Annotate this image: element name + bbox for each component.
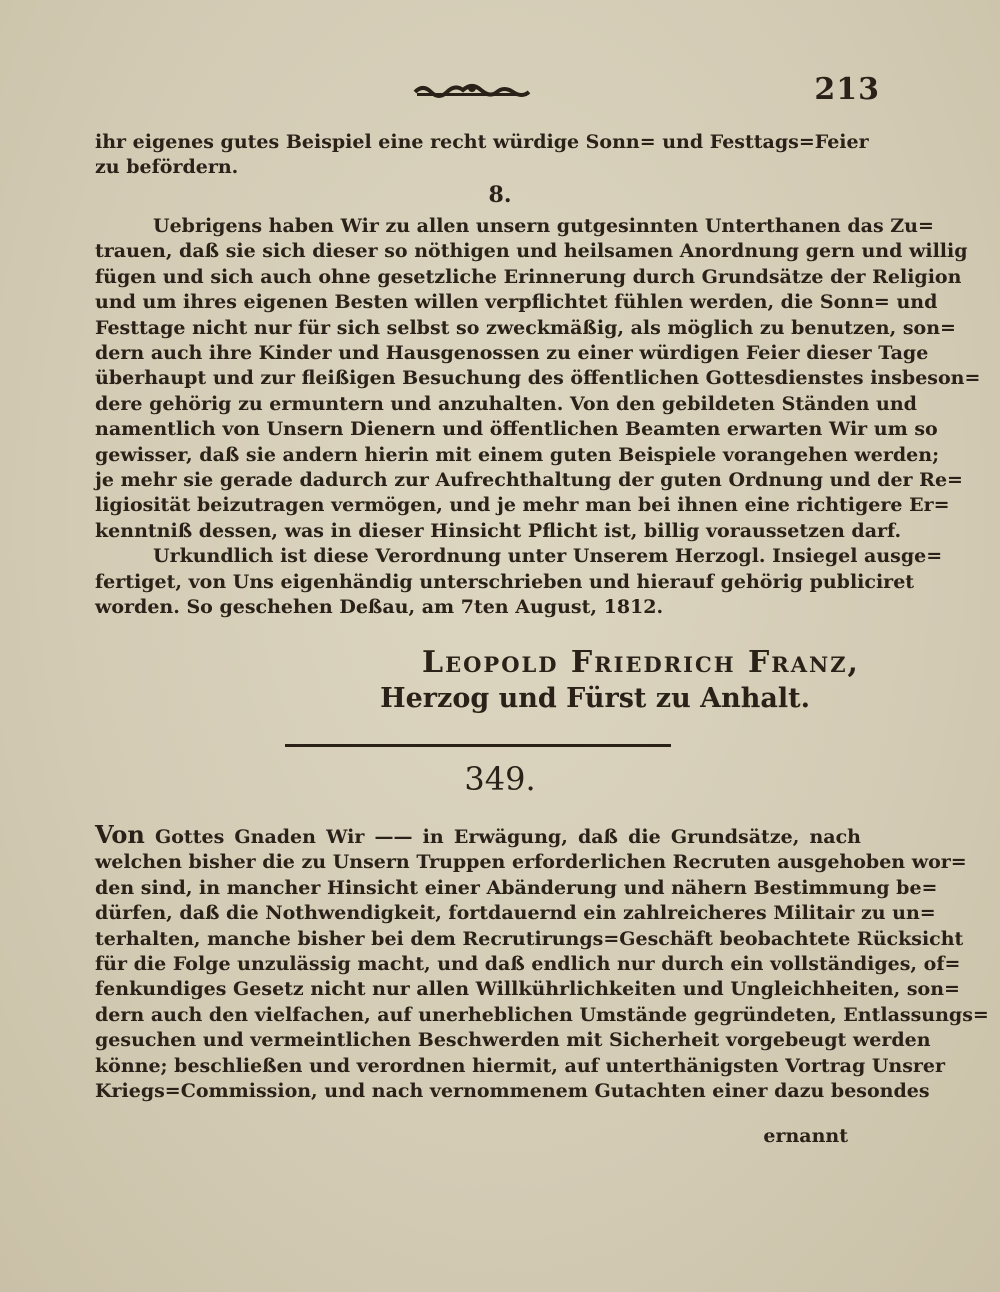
text-line: ihr eigenes gutes Beispiel eine recht würdige Sonn= und Festtags=Feier bbox=[95, 131, 869, 153]
text-line: Uebrigens haben Wir zu allen unsern gutgesinnten Unterthanen das Zu= bbox=[153, 215, 934, 237]
text-line: kenntniß dessen, was in dieser Hinsicht Pflicht ist, billig voraussetzen darf. bbox=[95, 519, 902, 542]
text-line: Kriegs=Commission, und nach vernommenem Gutachten einer dazu besondes bbox=[95, 1080, 930, 1103]
text-line: fenkundiges Gesetz nicht nur allen Willkührlichkeiten und Ungleichheiten, son= bbox=[95, 978, 960, 1001]
section-number-349: 349. bbox=[464, 760, 536, 798]
section-number-8: 8. bbox=[488, 182, 512, 208]
text-line: zu befördern. bbox=[95, 156, 239, 179]
text-line: je mehr sie gerade dadurch zur Aufrechthaltung der guten Ordnung und der Re= bbox=[95, 469, 963, 492]
page-number: 213 bbox=[814, 72, 880, 107]
text-line: welchen bisher die zu Unsern Truppen erforderlichen Recruten ausgehoben wor= bbox=[95, 851, 967, 874]
text-line: dürfen, daß die Nothwendigkeit, fortdauernd ein zahlreicheres Militair zu un= bbox=[95, 902, 936, 925]
text-line: namentlich von Unsern Dienern und öffentlichen Beamten erwarten Wir um so bbox=[95, 418, 938, 441]
text-line: ligiosität beizutragen vermögen, und je mehr man bei ihnen eine richtigere Er= bbox=[95, 494, 950, 517]
page-header bbox=[95, 72, 880, 112]
text-line: worden. So geschehen Deßau, am 7ten August, 1812. bbox=[95, 596, 664, 619]
text-line: überhaupt und zur fleißigen Besuchung des öffentlichen Gottesdienstes insbeson= bbox=[95, 367, 981, 390]
text-line: Festtage nicht nur für sich selbst so zweckmäßig, als möglich zu benutzen, son= bbox=[95, 316, 956, 339]
text-line-rest: Gottes Gnaden Wir —— in Erwägung, daß die Grundsätze, nach bbox=[155, 826, 861, 848]
section-divider bbox=[285, 744, 671, 747]
signature-name: Leopold Friedrich Franz, bbox=[422, 645, 860, 680]
first-word: Von bbox=[95, 820, 145, 849]
text-line: und um ihres eigenen Besten willen verpflichtet fühlen werden, die Sonn= und bbox=[95, 291, 938, 314]
text-line: den sind, in mancher Hinsicht einer Abänderung und nähern Bestimmung be= bbox=[95, 876, 938, 899]
ornament-icon bbox=[413, 78, 531, 100]
section-349-body bbox=[95, 820, 989, 1104]
signature-title: Herzog und Fürst zu Anhalt. bbox=[380, 683, 810, 714]
text-line: fügen und sich auch ohne gesetzliche Erinnerung durch Grundsätze der Religion bbox=[95, 265, 962, 288]
text-line: könne; beschließen und verordnen hiermit, auf unterthänigsten Vortrag Unsrer bbox=[95, 1054, 946, 1077]
text-line: gesuchen und vermeintlichen Beschwerden mit Sicherheit vorgebeugt werden bbox=[95, 1029, 931, 1052]
text-line: trauen, daß sie sich dieser so nöthigen und heilsamen Anordnung gern und willig bbox=[95, 240, 968, 263]
para-top bbox=[95, 130, 869, 181]
text-line: terhalten, manche bisher bei dem Recrutirungs=Geschäft beobachtete Rücksicht bbox=[95, 927, 964, 950]
text-line: dere gehörig zu ermuntern und anzuhalten. Von den gebildeten Ständen und bbox=[95, 392, 917, 415]
text-line: fertiget, von Uns eigenhändig unterschrieben und hierauf gehörig publiciret bbox=[95, 570, 915, 593]
section-8-body bbox=[95, 214, 981, 621]
text-line bbox=[95, 822, 861, 850]
catchword: ernannt bbox=[763, 1125, 848, 1147]
text-line: Urkundlich ist diese Verordnung unter Unserem Herzogl. Insiegel ausge= bbox=[153, 545, 943, 568]
text-line: dern auch den vielfachen, auf unerheblichen Umstände gegründeten, Entlassungs= bbox=[95, 1003, 989, 1026]
text-line: dern auch ihre Kinder und Hausgenossen zu einer würdigen Feier dieser Tage bbox=[95, 342, 929, 365]
text-line: für die Folge unzulässig macht, und daß endlich nur durch ein vollständiges, of= bbox=[95, 953, 961, 976]
text-line: gewisser, daß sie andern hierin mit einem guten Beispiele vorangehen werden; bbox=[95, 443, 940, 466]
